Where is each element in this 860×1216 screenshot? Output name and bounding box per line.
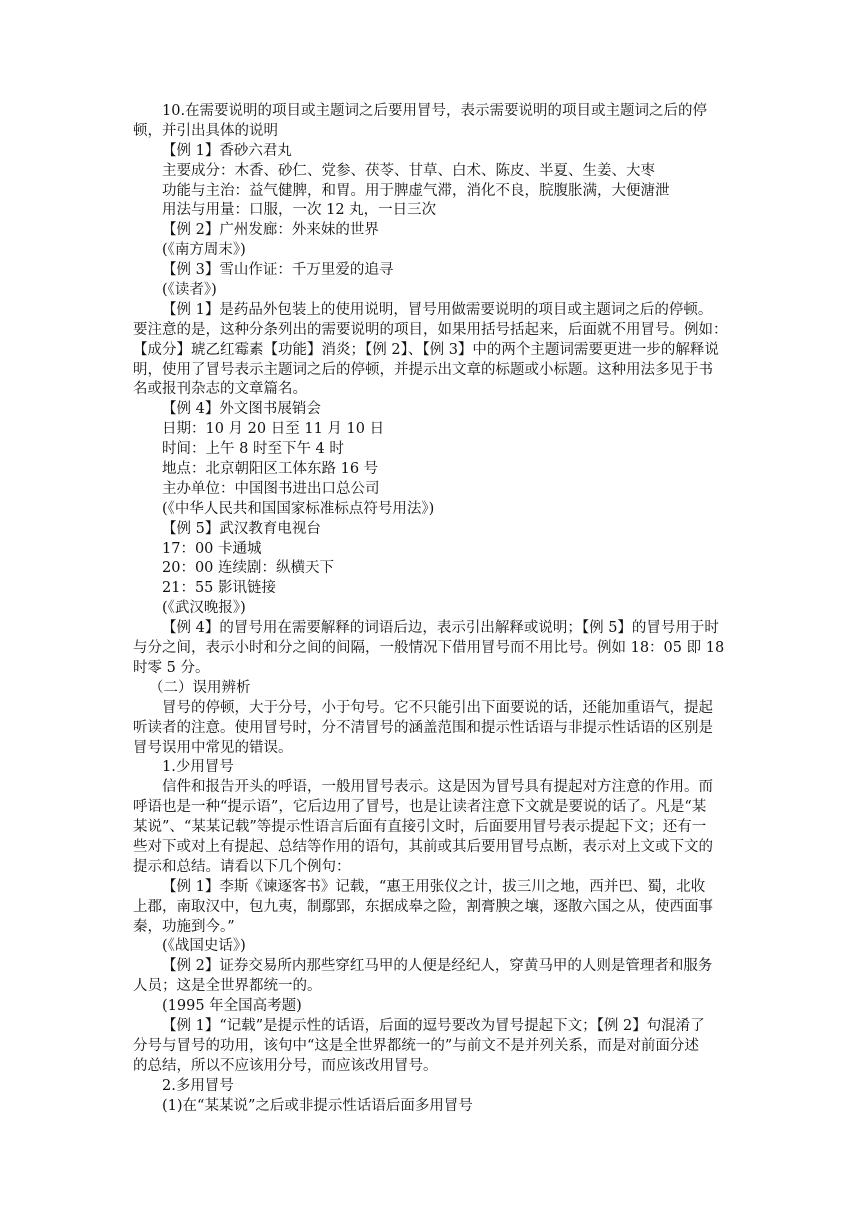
text-line: 上郡，南取汉中，包九夷，制鄢郢，东据成皋之险，割膏腴之壤，逐散六国之从，使西面事: [133, 898, 713, 915]
text-line: (1995 年全国高考题): [162, 998, 302, 1015]
text-line: 10.在需要说明的项目或主题词之后要用冒号，表示需要说明的项目或主题词之后的停: [162, 103, 708, 119]
text-line: 秦，功施到今。”: [133, 918, 235, 935]
text-line: 人员；这是全世界都统一的。: [133, 978, 322, 995]
text-line: 【例 3】雪山作证：千万里爱的追寻: [162, 262, 394, 279]
text-line: 名或报刊杂志的文章篇名。: [133, 381, 307, 398]
text-line: 时零 5 分。: [133, 659, 210, 676]
text-line: 要注意的是，这种分条列出的需要说明的项目，如果用括号括起来，后面就不用冒号。例如：: [133, 321, 728, 338]
text-line: 提示和总结。请看以下几个例句：: [133, 858, 351, 875]
text-line: 1.少用冒号: [162, 759, 234, 776]
text-line: 与分之间，表示小时和分之间的间隔，一般情况下借用冒号而不用比号。例如 18：05 即 18: [133, 640, 725, 657]
text-line: 信件和报告开头的呼语，一般用冒号表示。这是因为冒号具有提起对方注意的作用。而: [162, 779, 713, 796]
text-line: 主办单位：中国图书进出口总公司: [162, 480, 380, 497]
text-line: 主要成分：木香、砂仁、党参、茯苓、甘草、白术、陈皮、半夏、生姜、大枣: [162, 162, 655, 179]
text-line: 时间：上午 8 时至下午 4 时: [162, 441, 344, 458]
text-line: 【例 4】外文图书展销会: [162, 401, 321, 418]
text-line: 听读者的注意。使用冒号时，分不清冒号的涵盖范围和提示性话语与非提示性话语的区别是: [133, 719, 713, 736]
text-line: (1)在“某某说”之后或非提示性话语后面多用冒号: [162, 1097, 473, 1114]
document-body: [133, 102, 741, 1116]
text-line: (《战国史话》): [162, 938, 246, 955]
text-line: 【例 4】的冒号用在需要解释的词语后边，表示引出解释或说明；【例 5】的冒号用于时: [162, 620, 719, 637]
text-line: 【例 1】“记载”是提示性的话语，后面的逗号要改为冒号提起下文；【例 2】句混淆了: [162, 1017, 705, 1034]
text-line: 用法与用量：口服，一次 12 丸，一日三次: [162, 202, 437, 219]
text-line: 【例 1】李斯《谏逐客书》记载，“惠王用张仪之计，拔三川之地，西并巴、蜀，北收: [162, 878, 706, 895]
text-line: 某说”、“某某记载”等提示性语言后面有直接引文时，后面要用冒号表示提起下文；还有一: [133, 819, 707, 836]
text-line: 21：55 影讯链接: [162, 580, 277, 597]
text-line: 【例 5】武汉教育电视台: [162, 520, 321, 537]
text-line: 些对下或对上有提起、总结等作用的语句，其前或其后要用冒号点断，表示对上文或下文的: [133, 838, 713, 855]
text-line: 【例 2】广州发廊：外来妹的世界: [162, 222, 379, 239]
text-line: 明，使用了冒号表示主题词之后的停顿，并提示出文章的标题或小标题。这种用法多见于书: [133, 361, 713, 378]
text-line: 的总结，所以不应该用分号，而应该改用冒号。: [133, 1057, 438, 1074]
text-line: (《武汉晚报》): [162, 600, 246, 617]
text-line: 【成分】琥乙红霉素【功能】消炎；【例 2】、【例 3】中的两个主题词需要更进一步的解释说: [133, 341, 719, 358]
text-line: 20：00 连续剧：纵横天下: [162, 560, 335, 577]
text-line: 功能与主治：益气健脾，和胃。用于脾虚气滞，消化不良，脘腹胀满，大便溏泄: [162, 182, 670, 199]
text-line: 分号与冒号的功用，该句中“这是全世界都统一的”与前文不是并列关系，而是对前面分述: [133, 1037, 699, 1054]
text-line: 冒号的停顿，大于分号，小于句号。它不只能引出下面要说的话，还能加重语气，提起: [162, 699, 713, 716]
text-line: 17：00 卡通城: [162, 540, 262, 557]
text-line: (《读者》): [162, 282, 217, 299]
text-line: 【例 1】是药品外包装上的使用说明，冒号用做需要说明的项目或主题词之后的停顿。: [162, 301, 713, 318]
text-line: (《南方周末》): [162, 242, 246, 259]
text-line: （二）误用辨析: [149, 679, 251, 696]
text-line: 顿，并引出具体的说明: [133, 122, 278, 139]
text-line: 呼语也是一种“提示语”，它后边用了冒号，也是让读者注意下文就是要说的话了。凡是“某: [133, 799, 707, 816]
text-line: 地点：北京朝阳区工体东路 16 号: [162, 461, 379, 478]
text-line: 【例 1】香砂六君丸: [162, 142, 292, 159]
text-line: 2.多用冒号: [162, 1077, 234, 1094]
text-line: (《中华人民共和国国家标准标点符号用法》): [162, 500, 435, 517]
text-line: 【例 2】证券交易所内那些穿红马甲的人便是经纪人，穿黄马甲的人则是管理者和服务: [162, 958, 713, 975]
text-line: 冒号误用中常见的错误。: [133, 739, 293, 756]
text-line: 日期：10 月 20 日至 11 月 10 日: [162, 421, 385, 438]
